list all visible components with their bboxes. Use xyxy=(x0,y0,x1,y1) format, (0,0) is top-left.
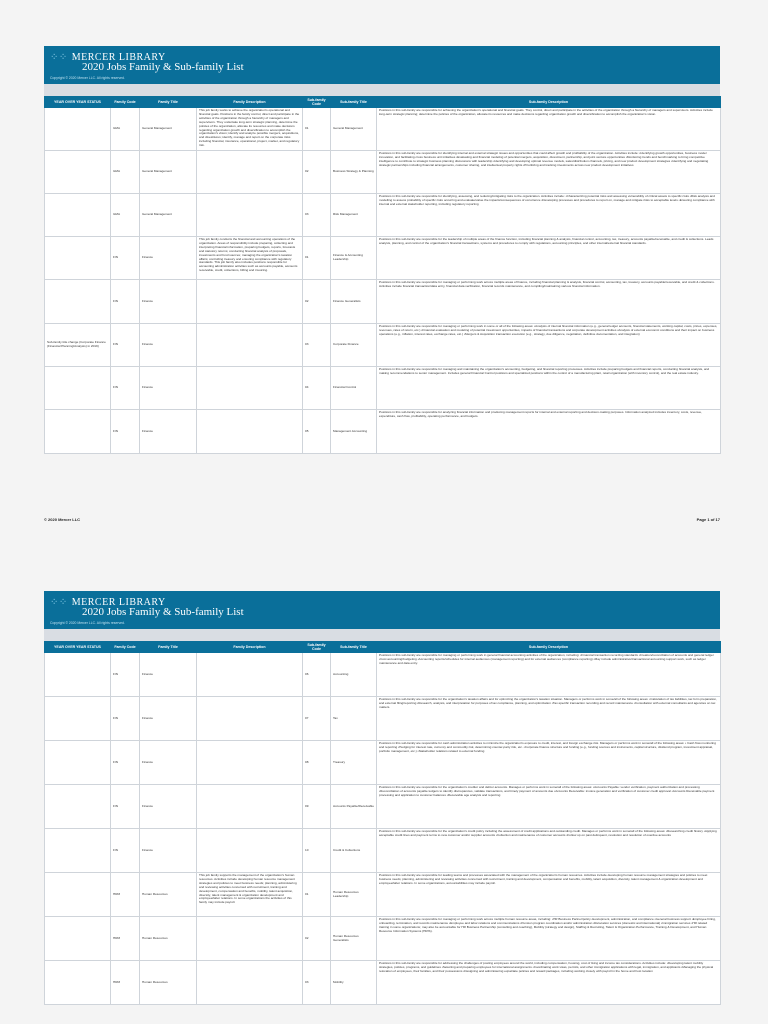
family-code-cell: FIN xyxy=(111,324,140,367)
family-code-cell: FIN xyxy=(111,410,140,454)
sub-title-cell: Financial Control xyxy=(331,367,377,410)
family-code-cell: GMA xyxy=(111,108,140,151)
family-title-cell: Finance xyxy=(140,697,197,741)
col-header: Family Code xyxy=(111,642,140,653)
table-row xyxy=(45,108,721,151)
family-title-cell: General Management xyxy=(140,194,197,237)
status-cell: Sub-family title change (Corporate Finance (Financial Planning/Analysis) in 2019) xyxy=(45,324,111,367)
footer-copyright: © 2020 Mercer LLC xyxy=(44,517,81,522)
table-row xyxy=(45,237,721,280)
family-desc-cell xyxy=(197,741,303,785)
sub-desc-cell: Positions in this sub-family are responsible for identifying internal and external strategic issues and opportunities that could affect growth and profitability of the organization. Activities include: •Identifying growth opportunities, business model innovation, and facilitating cross business unit initiatives •Evaluating and financial modeling of potential mergers, acquisition, divestment, partnership, and joint venture opportunities •Monitoring trends and benchmarking to bring competitive intelligence to contribute to strategic business planning discussions with leadership •Identifying and developing optimal revenue models, sales/distribution channels, pricing, and new product development strategies •Identifying and negotiating strategic partnerships including financial arrangements, customer sharing, and intellectual property rights •Prioritizing and tracking investments across new product development initiatives xyxy=(377,151,721,194)
family-title-cell: Finance xyxy=(140,653,197,697)
header-band xyxy=(44,84,720,96)
family-code-cell: FIN xyxy=(111,785,140,829)
family-desc-cell: This job family works to achieve the organization's operational and financial goals. Positions in the family control, direct and participate in the activities of the organization through a hierarchy of managers and supervisors. They undertake long-term strategic planning, determine the policies of the organization, allocate its resources and make decisions regarding organization growth and diversification to accomplish the organization's vision; identify and analyze possible mergers, acquisitions, and divestitures; identify, manage and report on the corporate risks including financial, insurance, operational, project, market, and regulatory risk. xyxy=(197,108,303,151)
sub-code-cell: 09 xyxy=(303,785,331,829)
table-row xyxy=(45,367,721,410)
status-cell xyxy=(45,829,111,873)
page-header xyxy=(44,46,720,84)
sub-title-cell: General Management xyxy=(331,108,377,151)
page-title: 2020 Jobs Family & Sub-family List xyxy=(82,606,244,618)
sub-code-cell: 01 xyxy=(303,108,331,151)
status-cell xyxy=(45,961,111,1005)
sub-code-cell: 03 xyxy=(303,194,331,237)
sub-code-cell: 02 xyxy=(303,917,331,961)
page-title: 2020 Jobs Family & Sub-family List xyxy=(82,61,244,73)
sub-desc-cell: Positions in this sub-family are responsible for managing and maintaining the organization's accounting, budgeting, and financial reporting processes. Activities include preparing budgets and financial reports, conducting financial analysis, and making recommendations to senior management. Includes general Financial Control positions and specialized positions within the control of a manufacturing plant, retail organization (with inventory control), and the real estate industry. xyxy=(377,367,721,410)
table-row xyxy=(45,785,721,829)
family-code-cell: FIN xyxy=(111,280,140,324)
sub-code-cell: 07 xyxy=(303,697,331,741)
status-cell xyxy=(45,873,111,917)
sub-code-cell: 04 xyxy=(303,367,331,410)
logo-dots-icon: ⁘⁘ xyxy=(50,597,68,608)
family-title-cell: Finance xyxy=(140,741,197,785)
table-row xyxy=(45,410,721,454)
sub-code-cell: 08 xyxy=(303,741,331,785)
sub-desc-cell: Positions in this sub-family are responsible for the leadership of multiple areas of the finance function, including financial planning & analysis, financial control, accounting, tax, treasury, accounts payable/receivable, and credit & collections. Leads analysis, planning, and control of the organization's financial transactions, systems and procedures to comply with regulations, accounting principles, and other internal/external financial standards. xyxy=(377,237,721,280)
sub-title-cell: Risk Management xyxy=(331,194,377,237)
family-title-cell: General Management xyxy=(140,108,197,151)
sub-title-cell: Accounts Payable/Receivable xyxy=(331,785,377,829)
status-cell xyxy=(45,653,111,697)
family-desc-cell xyxy=(197,410,303,454)
family-title-cell: Finance xyxy=(140,280,197,324)
sub-code-cell: 06 xyxy=(303,653,331,697)
sub-desc-cell: Positions in this sub-family are responsible for analyzing financial information and producing management reports for internal and external reporting and decision-making purposes. Information analyzed includes inventory, costs, revenue, expenditure, cash flow, profitability, operating performance, and budgets. xyxy=(377,410,721,454)
col-header: YEAR OVER YEAR STATUS xyxy=(45,642,111,653)
sub-title-cell: Credit & Collections xyxy=(331,829,377,873)
col-header: Sub-family Title xyxy=(331,97,377,108)
sub-code-cell: 01 xyxy=(303,873,331,917)
status-cell xyxy=(45,367,111,410)
sub-desc-cell: Positions in this sub-family are responsible for managing or performing work in some or all of the following areas: •Analysis of internal financial information (e.g., general ledger accounts, financial statements, working capital, costs, prices, expenses, revenues, rates of return, etc.) •Financial evaluation and modeling of potential investment opportunities, impacts of financial transactions and corporate development activities •Analysis of external economic conditions and their impact on business operations (e.g., inflation, interest rates, exchange rates, etc.) •Mergers & Acquisition transaction execution (e.g., strategy, due diligence, negotiation, definitive documentation, and integration) xyxy=(377,324,721,367)
status-cell xyxy=(45,697,111,741)
col-header: Family Description xyxy=(197,642,303,653)
family-title-cell: Finance xyxy=(140,785,197,829)
sub-desc-cell: Positions in this sub-family are responsible for the organization's credit policy including the assessment of credit applications and outstanding credit. Manages or performs work in some/all of the following areas: •Researching credit history •Applying acceptable credit lines and payment terms to new customer and/or supplier accounts •Collection and maintenance of customer accounts •Follow up on past delinquent, resolution and resolution of overdue accounts xyxy=(377,829,721,873)
status-cell xyxy=(45,917,111,961)
sub-code-cell: 01 xyxy=(303,237,331,280)
table-row xyxy=(45,741,721,785)
table-row xyxy=(45,873,721,917)
sub-title-cell: Treasury xyxy=(331,741,377,785)
family-title-cell: Finance xyxy=(140,237,197,280)
sub-desc-cell: Positions in this sub-family are responsible for cash administration activities to minimize the organization's exposure to credit, interest, and foreign exchange risk. Managers or performs work in some/all of the following areas: • Cash flow monitoring and reporting •Hedging for interest rate, currency and commodity risk, determining counter-party risk, etc. •Corporate finance structure and funding (e.g., funding sources and instruments, capital structure, dividend program, investment appraisal, portfolio management, etc.) •Stakeholder relations related to external funding xyxy=(377,741,721,785)
family-desc-cell xyxy=(197,194,303,237)
family-desc-cell: This job family supports the management of the organization's human resources. Activities include developing human resource management strategies and policies to meet business needs; planning, administering and reviewing activities concerned with recruitment, training and development, compensation and benefits, mobility, talent acquisition, diversity, talent management & organization development and employee/labor relations. In some organizations the activities of this family may include payroll. xyxy=(197,873,303,917)
table-row xyxy=(45,653,721,697)
sub-title-cell: Finance Generalists xyxy=(331,280,377,324)
table-row xyxy=(45,697,721,741)
sub-code-cell: 05 xyxy=(303,410,331,454)
sub-title-cell: Management Accounting xyxy=(331,410,377,454)
status-cell xyxy=(45,194,111,237)
sub-title-cell: Corporate Finance xyxy=(331,324,377,367)
sub-desc-cell: Positions in this sub-family are responsible for addressing the challenges of posting employees around the world, including compensation, housing, cost of living and income tax considerations. Activities include: •Developing talent mobility strategies, policies, programs, and guidelines •Selecting and preparing employees for international assignments •Coordinating work visas, permits, and other immigration applications with legal, immigration, and applicants •Managing the physical relocation of employees, their families, and their possessions •Designing and administering expatriate policies and reward packages, including working closely with payroll in the home and host location xyxy=(377,961,721,1005)
jobs-table xyxy=(44,96,721,454)
col-header: Family Title xyxy=(140,642,197,653)
sub-code-cell: 03 xyxy=(303,961,331,1005)
table-row xyxy=(45,194,721,237)
col-header: Sub-family Code xyxy=(303,97,331,108)
col-header: Sub-family Title xyxy=(331,642,377,653)
sub-title-cell: Business Strategy & Planning xyxy=(331,151,377,194)
family-code-cell: FIN xyxy=(111,653,140,697)
sub-desc-cell: Positions in this sub-family are responsible for identifying, assessing, and reducing/mitigating risks to the organization. Activities include: •Characterizing potential risks and assessing vulnerability of critical assets to specific risks •Risk analysis and modelling to assess probability of specific risks occurring and evaluate/value the impacts/consequences of occurrence •Developing processes and procedures to report on, manage and mitigate risks to acceptable levels •Ensuring compliance with internal and external stakeholder reporting, including regulatory reporting xyxy=(377,194,721,237)
family-desc-cell xyxy=(197,367,303,410)
logo-text: MERCER LIBRARY xyxy=(71,52,166,63)
family-desc-cell xyxy=(197,151,303,194)
document-page-1 xyxy=(44,46,720,454)
status-cell xyxy=(45,151,111,194)
table-row xyxy=(45,280,721,324)
status-cell xyxy=(45,785,111,829)
family-title-cell: General Management xyxy=(140,151,197,194)
table-row xyxy=(45,324,721,367)
family-desc-cell xyxy=(197,829,303,873)
logo-text: MERCER LIBRARY xyxy=(71,597,166,608)
family-code-cell: HRM xyxy=(111,961,140,1005)
sub-desc-cell: Positions in this sub-family are responsible for the organization's taxation affairs and for optimizing the organization's taxation situation. Managers or performs work in some/all of the following areas: •Calculation of tax liabilities, tax form preparation, and external filing/reporting •Research, analysis, and interpretation for purposes of tax compliance, planning, and optimization •Tax-specific transaction recording and record maintenance •Consultation with external consultants and agencies on tax matters. xyxy=(377,697,721,741)
family-desc-cell xyxy=(197,917,303,961)
family-title-cell: Finance xyxy=(140,410,197,454)
family-code-cell: GMA xyxy=(111,151,140,194)
family-title-cell: Finance xyxy=(140,367,197,410)
family-code-cell: FIN xyxy=(111,829,140,873)
copyright-text: Copyright © 2020 Mercer LLC. All rights reserved. xyxy=(50,621,125,625)
jobs-table xyxy=(44,641,721,1005)
family-title-cell: Finance xyxy=(140,324,197,367)
family-code-cell: GMA xyxy=(111,194,140,237)
sub-title-cell: Human Resources Leadership xyxy=(331,873,377,917)
col-header: Sub-family Code xyxy=(303,642,331,653)
col-header: Family Description xyxy=(197,97,303,108)
col-header: YEAR OVER YEAR STATUS xyxy=(45,97,111,108)
col-header: Family Title xyxy=(140,97,197,108)
family-code-cell: FIN xyxy=(111,741,140,785)
family-title-cell: Human Resources xyxy=(140,873,197,917)
sub-desc-cell: Positions in this sub-family are responsible for managing or performing work across multiple human resource areas, including: •HR Business Partner/policy development, administration, and compliance •General business support •Employee hiring, onboarding, termination, and records maintenance •Employee and labor relations and communications •Pension program coordination and/or administration •Relocation services (domestic and international) •Immigration services •HR related training in some organizations; may also be accountable for HR Business Partnership (consulting and coaching), Mobility (strategy and design), Staffing & Recruiting, Talent & Organization Performance, Training & Development, and Human Resource Information Systems (HRIS). xyxy=(377,917,721,961)
sub-title-cell: Accounting xyxy=(331,653,377,697)
sub-title-cell: Tax xyxy=(331,697,377,741)
table-row xyxy=(45,151,721,194)
col-header: Sub-family Description xyxy=(377,97,721,108)
family-title-cell: Human Resources xyxy=(140,917,197,961)
family-code-cell: FIN xyxy=(111,237,140,280)
sub-desc-cell: Positions in this sub-family are responsible for the organization's creditor and debtor accounts. Manages or performs work in some/all of the following areas: •Accounts Payable: vendor verification, payment authorization and processing •Reconciliation of accounts payable ledgers to identify discrepancies, validate transactions, and timely payment of amounts due •Accounts Receivable: invoice generation and verification of customer credit approval •Accounts Receivable payment processing and application to customer balances •Receivable age analysis and reporting xyxy=(377,785,721,829)
document-page-2 xyxy=(44,591,720,1005)
sub-code-cell: 02 xyxy=(303,151,331,194)
col-header: Family Code xyxy=(111,97,140,108)
status-cell xyxy=(45,237,111,280)
family-code-cell: FIN xyxy=(111,367,140,410)
table-row xyxy=(45,829,721,873)
family-title-cell: Finance xyxy=(140,829,197,873)
family-code-cell: HRM xyxy=(111,917,140,961)
sub-desc-cell: Positions in this sub-family are responsible for managing or performing work in general financial accounting activities of the organization, including: •Financial transaction recording standards •Creation/reconciliation of accounts and general ledger •Cost accounting/budgeting •Accounting reports/schedules for internal audiences (management reporting) and for external audiences (compliance reporting) •May include administrative/transactional accounting support work, such as ledger maintenance and data entry. xyxy=(377,653,721,697)
family-desc-cell xyxy=(197,785,303,829)
family-desc-cell xyxy=(197,653,303,697)
sub-desc-cell: Positions in this sub-family are responsible for achieving the organization's operational and financial goals. They control, direct and participate in the activities of the organization through a hierarchy of managers and supervisors. Activities include long-term strategic planning; determine the policies of the organization, allocate its resources and make decisions regarding organization growth and diversification to accomplish the organization's vision. xyxy=(377,108,721,151)
family-desc-cell xyxy=(197,961,303,1005)
sub-desc-cell: Positions in this sub-family are responsible for managing or performing work across multiple areas of finance, including financial planning & analysis, financial control, accounting, tax, treasury, accounts payable/receivable, and credit & collections. Activities include financial transaction/data entry, financial data verification, financial records maintenance, and compiling/maintaining various financial information. xyxy=(377,280,721,324)
status-cell xyxy=(45,741,111,785)
table-row xyxy=(45,917,721,961)
page-number: Page 1 of 17 xyxy=(696,517,720,522)
page-header xyxy=(44,591,720,629)
table-header-row xyxy=(45,642,721,653)
family-code-cell: HRM xyxy=(111,873,140,917)
sub-code-cell: 03 xyxy=(303,324,331,367)
family-desc-cell: This job family conducts the financial and accounting operations of the organization. Areas of responsibility include preparing, collecting and interpreting financial information, preparing budgets, reports, forecasts and statutory returns; conducting financial analysis of proposals, investments and fund sources; managing the organization's taxation affairs; controlling treasury and ensuring compliance with regulatory standards. This job family also includes positions responsible for accounting administration activities such as accounts payable, accounts receivable, credit, collections, billing and invoicing. xyxy=(197,237,303,280)
col-header: Sub-family Description xyxy=(377,642,721,653)
status-cell xyxy=(45,108,111,151)
status-cell xyxy=(45,280,111,324)
family-code-cell: FIN xyxy=(111,697,140,741)
logo-dots-icon: ⁘⁘ xyxy=(50,52,68,63)
sub-title-cell: Human Resources Generalists xyxy=(331,917,377,961)
table-row xyxy=(45,961,721,1005)
header-band xyxy=(44,629,720,641)
family-title-cell: Human Resources xyxy=(140,961,197,1005)
sub-title-cell: Finance & Accounting Leadership xyxy=(331,237,377,280)
sub-code-cell: 10 xyxy=(303,829,331,873)
copyright-text: Copyright © 2020 Mercer LLC. All rights reserved. xyxy=(50,76,125,80)
sub-desc-cell: Positions in this sub-family are responsible for leading teams and processes associated with the management of the organization's human resources. Activities include developing human resource management strategies and policies to meet business needs; planning, administering and reviewing activities concerned with recruitment, training and development, compensation and benefits, mobility, talent acquisition, diversity, talent management & organization development and employee/labor relations. In some organizations, accountabilities may include payroll. xyxy=(377,873,721,917)
page-footer xyxy=(44,517,720,522)
sub-title-cell: Mobility xyxy=(331,961,377,1005)
sub-code-cell: 02 xyxy=(303,280,331,324)
family-desc-cell xyxy=(197,697,303,741)
status-cell xyxy=(45,410,111,454)
family-desc-cell xyxy=(197,280,303,324)
table-header-row xyxy=(45,97,721,108)
family-desc-cell xyxy=(197,324,303,367)
